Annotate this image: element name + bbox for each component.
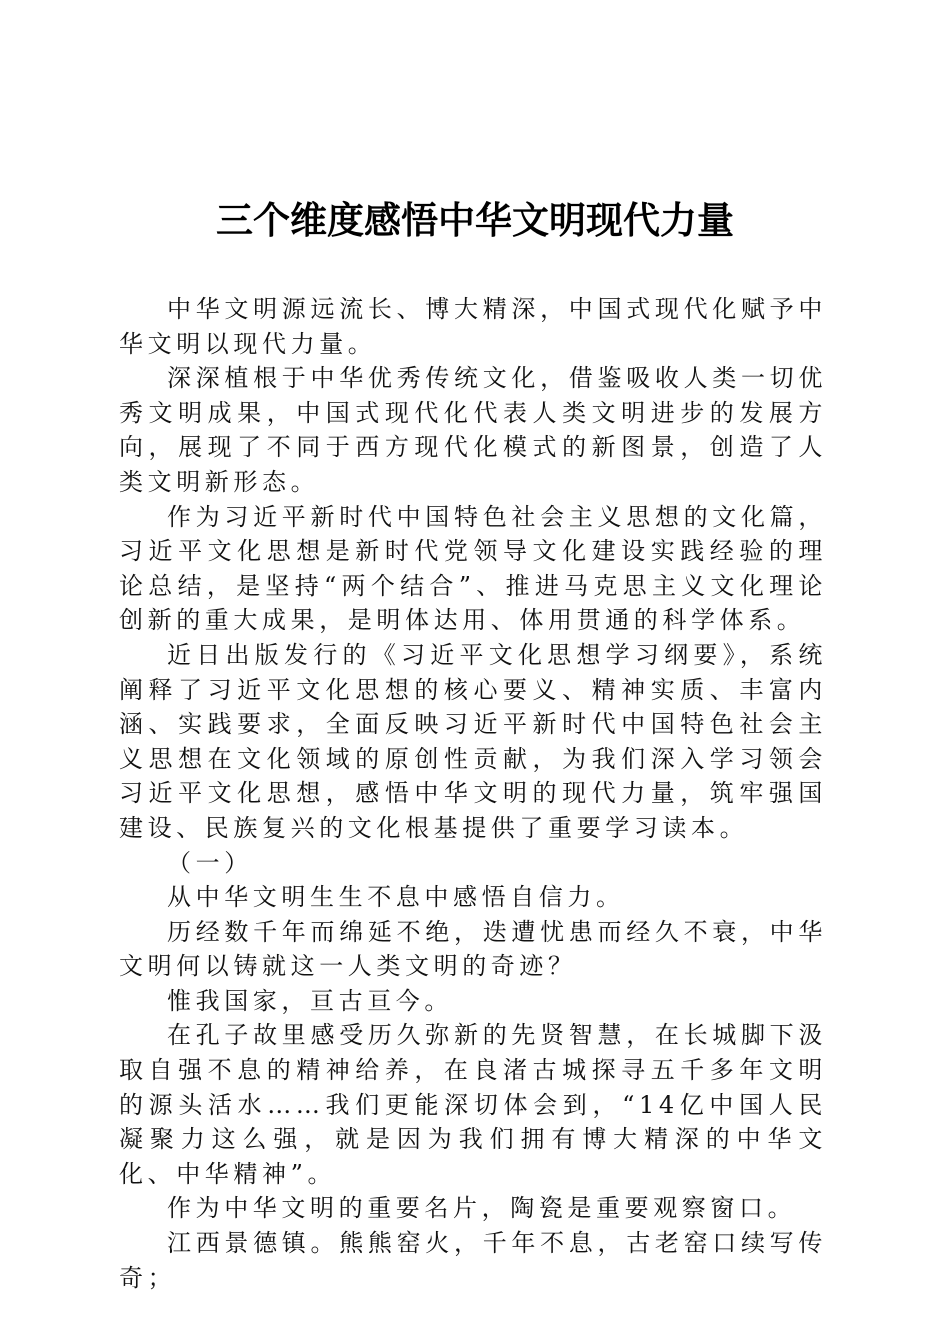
paragraph: 在孔子故里感受历久弥新的先贤智慧，在长城脚下汲取自强不息的精神给养，在良渚古城探寻五千多年文明的源头活水……我们更能深切体会到，“14亿中国人民凝聚力这么强，就是因为我们拥有博大精深的中华文化、中华精神”。	[119, 1021, 827, 1188]
section-heading: （一）	[167, 848, 253, 877]
document-body	[119, 292, 827, 1295]
paragraph: 从中华文明生生不息中感悟自信力。	[167, 883, 625, 912]
paragraph: 历经数千年而绵延不绝，迭遭忧患而经久不衰，中华文明何以铸就这一人类文明的奇迹？	[119, 917, 827, 981]
paragraph: 作为习近平新时代中国特色社会主义思想的文化篇，习近平文化思想是新时代党领导文化建设实践经验的理论总结，是坚持“两个结合”、推进马克思主义文化理论创新的重大成果，是明体达用、体用贯通的科学体系。	[119, 502, 827, 635]
paragraph: 深深植根于中华优秀传统文化，借鉴吸收人类一切优秀文明成果，中国式现代化代表人类文明进步的发展方向，展现了不同于西方现代化模式的新图景，创造了人类文明新形态。	[119, 364, 827, 496]
paragraph: 江西景德镇。熊熊窑火，千年不息，古老窑口续写传奇；	[119, 1229, 827, 1292]
paragraph: 近日出版发行的《习近平文化思想学习纲要》，系统阐释了习近平文化思想的核心要义、精神实质、丰富内涵、实践要求，全面反映习近平新时代中国特色社会主义思想在文化领域的原创性贡献，为我们深入学习领会习近平文化思想，感悟中华文明的现代力量，筑牢强国建设、民族复兴的文化根基提供了重要学习读本。	[119, 640, 827, 842]
paragraph: 惟我国家，亘古亘今。	[167, 986, 453, 1015]
paragraph: 作为中华文明的重要名片，陶瓷是重要观察窗口。	[167, 1194, 797, 1223]
paragraph: 中华文明源远流长、博大精深，中国式现代化赋予中华文明以现代力量。	[119, 295, 827, 358]
document-title: 三个维度感悟中华文明现代力量	[216, 198, 734, 242]
